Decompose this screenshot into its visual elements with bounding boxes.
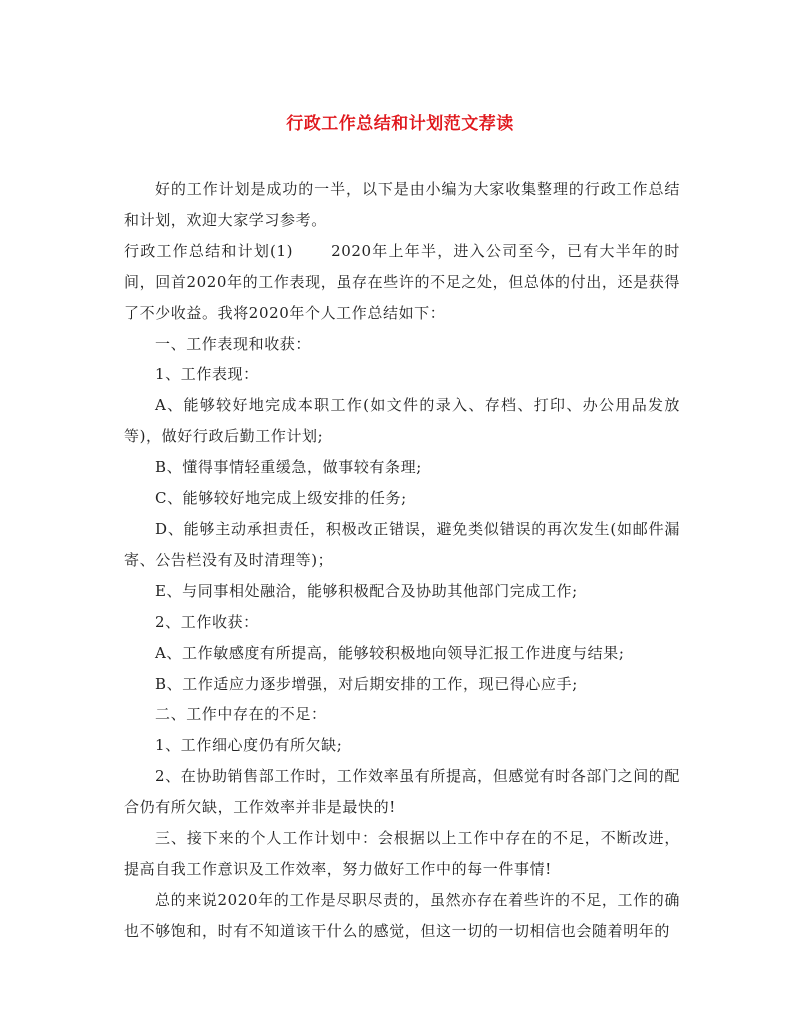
paragraph-item-d: D、能够主动承担责任，积极改正错误，避免类似错误的再次发生(如邮件漏寄、公告栏没有及时清理等)；	[124, 519, 680, 569]
section-opening-text: 2020年上年半，进入公司至今，已有大半年的时间，回首2020年的工作表现，虽存在些许的不足之处，但总体的付出，还是获得了不少收益。我将2020年个人工作总结如下：	[124, 241, 680, 322]
paragraph-heading-one: 一、工作表现和收获：	[155, 334, 312, 353]
paragraph-summary: 总的来说2020年的工作是尽职尽责的，虽然亦存在着些许的不足，工作的确也不够饱和，时有不知道该干什么的感觉，但这一切的一切相信也会随着明年的	[124, 890, 680, 940]
paragraph-shortcoming-2: 2、在协助销售部工作时，工作效率虽有所提高，但感觉有时各部门之间的配合仍有所欠缺，工作效率并非是最快的!	[124, 767, 680, 817]
paragraph-subheading-1: 1、工作表现：	[155, 365, 259, 384]
paragraph-section-1-opening	[124, 236, 680, 329]
paragraph-intro: 好的工作计划是成功的一半，以下是由小编为大家收集整理的行政工作总结和计划，欢迎大家学习参考。	[124, 180, 680, 229]
paragraph-shortcoming-1: 1、工作细心度仍有所欠缺;	[155, 736, 343, 755]
paragraph-heading-two: 二、工作中存在的不足：	[155, 705, 327, 724]
paragraph-gain-b: B、工作适应力逐步增强，对后期安排的工作，现已得心应手;	[155, 674, 578, 693]
paragraph-item-e: E、与同事相处融洽，能够积极配合及协助其他部门完成工作;	[155, 581, 578, 600]
document-title: 行政工作总结和计划范文荐读	[286, 114, 514, 134]
paragraph-heading-three: 三、接下来的个人工作计划中：会根据以上工作中存在的不足，不断改进，提高自我工作意识及工作效率，努力做好工作中的每一件事情!	[124, 829, 680, 878]
paragraph-subheading-2: 2、工作收获：	[155, 612, 259, 631]
paragraph-item-c: C、能够较好地完成上级安排的任务;	[155, 489, 407, 508]
paragraph-item-a: A、能够较好地完成本职工作(如文件的录入、存档、打印、办公用品发放等)，做好行政后勤工作计划;	[124, 396, 680, 446]
paragraph-item-b: B、懂得事情轻重缓急，做事较有条理;	[155, 458, 422, 477]
section-heading-inline: 行政工作总结和计划(1)	[124, 241, 294, 260]
paragraph-gain-a: A、工作敏感度有所提高，能够较积极地向领导汇报工作进度与结果;	[155, 643, 625, 662]
document-body	[124, 174, 680, 947]
